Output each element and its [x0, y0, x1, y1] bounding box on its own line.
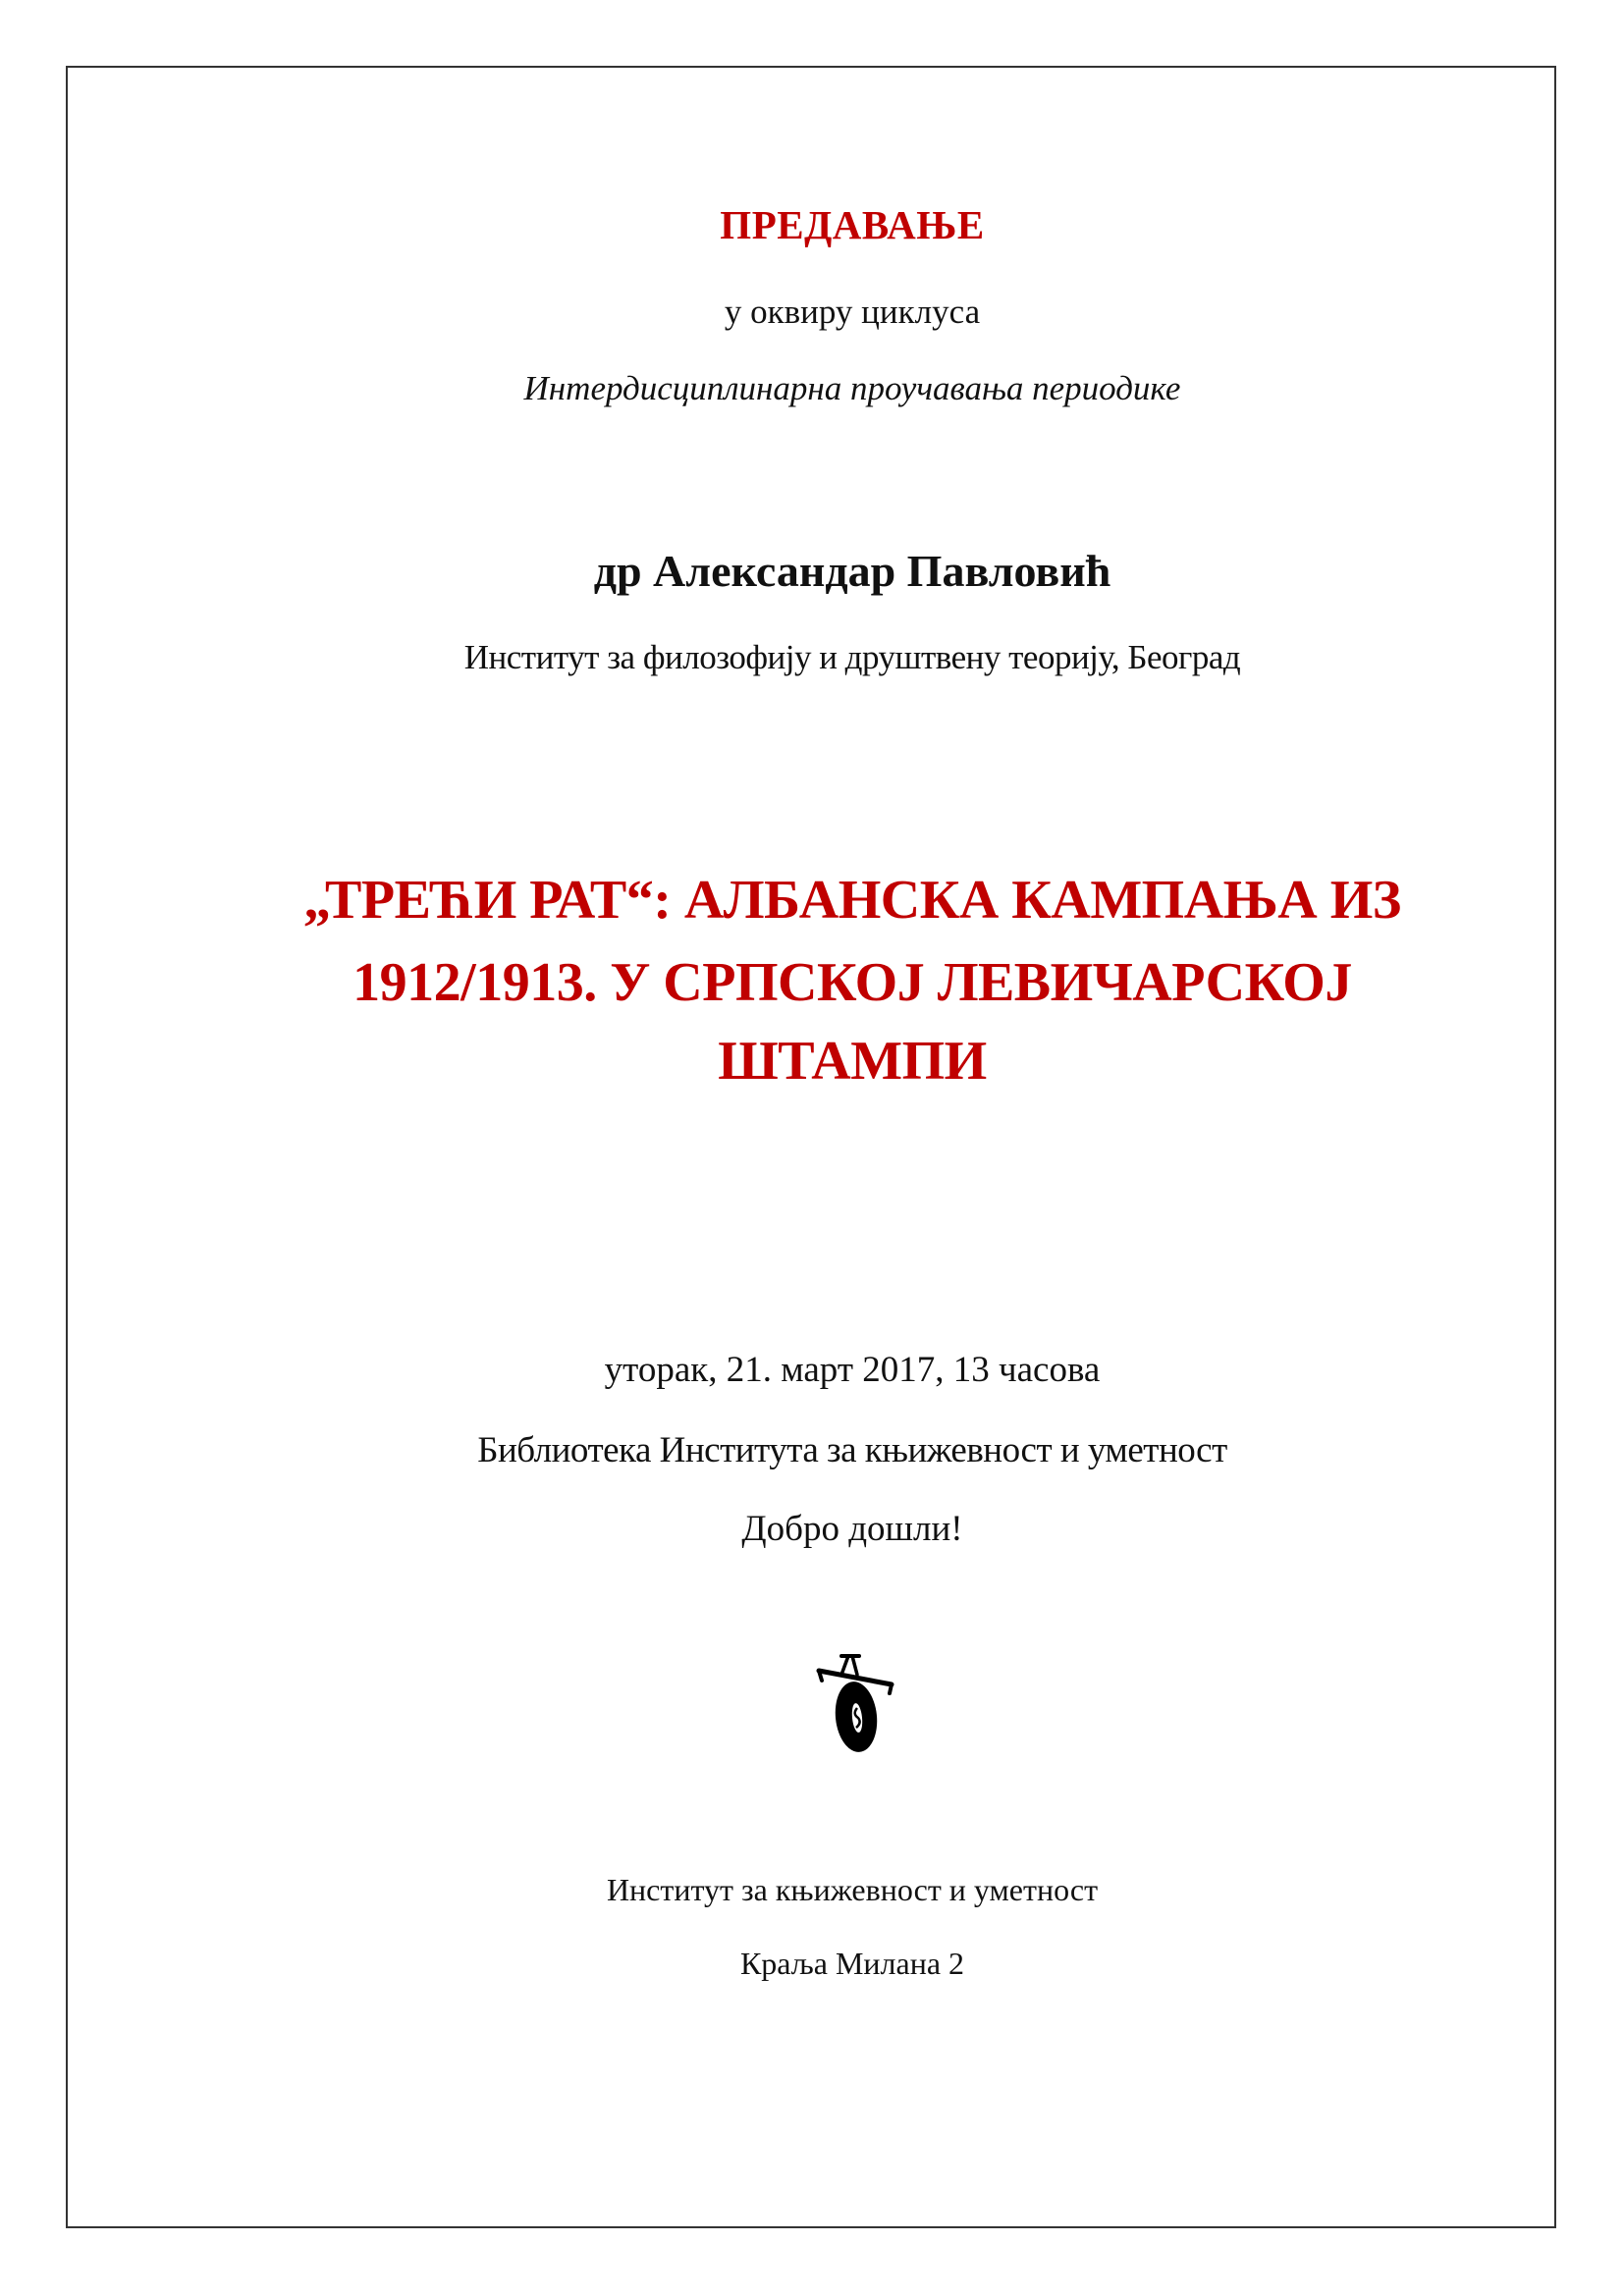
- institute-logo-icon: [811, 1651, 899, 1759]
- welcome-text: Добро дошли!: [741, 1509, 963, 1549]
- speaker-name: др Александар Павловић: [593, 546, 1111, 596]
- event-datetime: уторак, 21. март 2017, 13 часова: [604, 1350, 1101, 1390]
- event-venue: Библиотека Института за књижевност и уметност: [477, 1430, 1227, 1470]
- lecture-kicker: ПРЕДАВАЊЕ: [720, 202, 985, 247]
- cycle-intro: у оквиру циклуса: [724, 293, 981, 331]
- cycle-name: Интердисциплинарна проучавања периодике: [523, 369, 1181, 407]
- speaker-affiliation: Институт за филозофију и друштвену теорију, Београд: [463, 638, 1241, 676]
- lecture-title-line-3: ШТАМПИ: [718, 1031, 987, 1092]
- footer-institution: Институт за књижевност и уметност: [606, 1872, 1099, 1907]
- lecture-title-line-1: „ТРЕЋИ РАТ“: АЛБАНСКА КАМПАЊА ИЗ: [303, 870, 1401, 931]
- footer-address: Краља Милана 2: [739, 1946, 965, 1981]
- lecture-title-line-2: 1912/1913. У СРПСКОЈ ЛЕВИЧАРСКОЈ: [352, 952, 1352, 1013]
